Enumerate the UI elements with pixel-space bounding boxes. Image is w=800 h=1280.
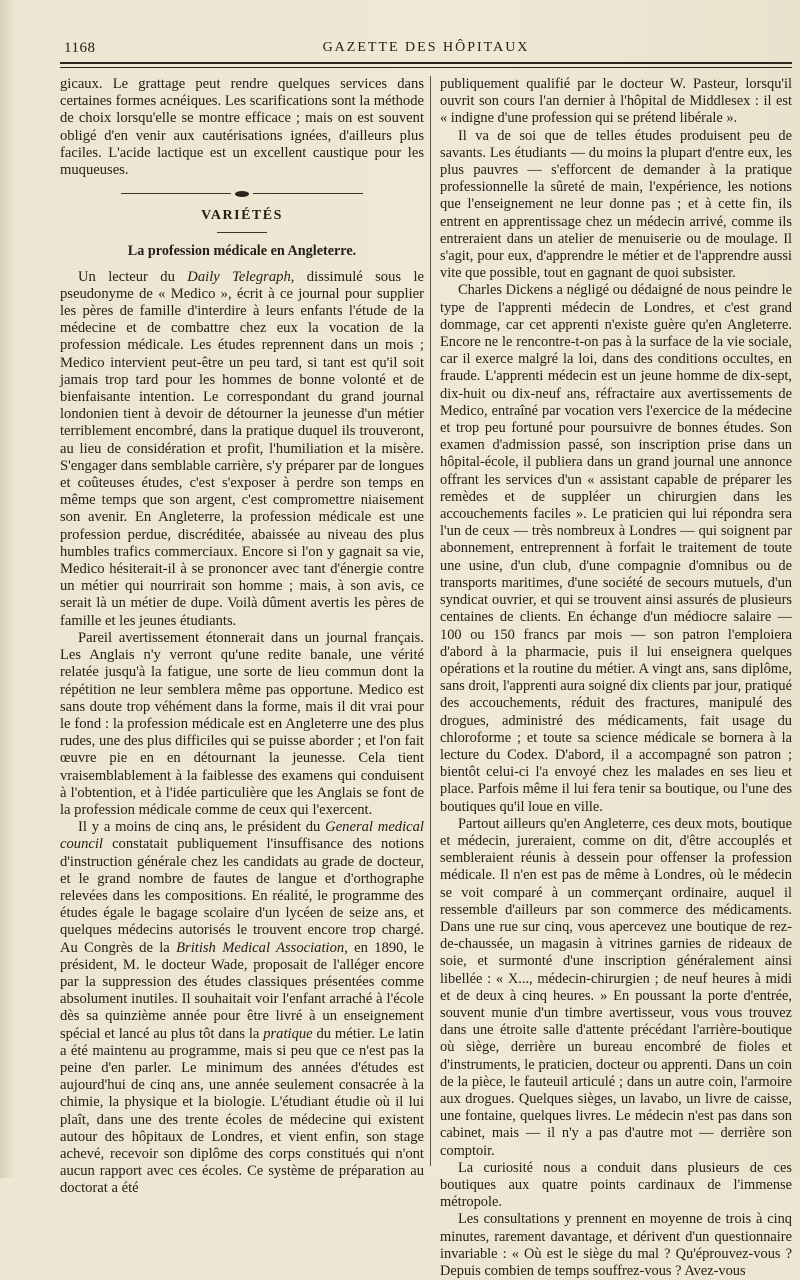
paragraph: La curiosité nous a conduit dans plusieurs de ces boutiques aux quatre points cardinaux de l'immense métropole. (440, 1159, 792, 1211)
text-run: Un lecteur du (78, 268, 188, 285)
text-run: du métier. Le latin a été maintenu au programme, mais si peu que ce n'est pas la peine d'en parler. Le minimum des années d'études est aujourd'hui de cinq ans, une année seulement consacrée à la chimie, la physique et la biologie. L'étudiant étudie où il lui plaît, dans une des trente écoles de médecine qui existent autour des hôpitaux de Londres, et vient enfin, son stage achevé, recevoir son diplôme des corps constitués qui n'ont aucun rapport avec ces écoles. Ce système de préparation au doctorat a été (60, 1025, 425, 1197)
section-ornament (60, 185, 424, 199)
paragraph (60, 269, 424, 630)
header-rule (60, 62, 792, 64)
paragraph: Charles Dickens a négligé ou dédaigné de nous peindre le type de l'apprenti médecin de Londres, et c'est grand dommage, car cet apprenti n'existe guère qu'en Angleterre. Encore ne le rencontre-t-on pas à la surface de la vie sociale, car il exerce malgré la loi, dans des conditions occultes, en fraude. L'apprenti médecin est un jeune homme de dix-sept, dix-huit ou dix-neuf ans, réfractaire aux avertissements de Medico, entraîné par vocation vers l'exercice de la médecine et trop peu fortuné pour poursuivre de bonnes études. Son examen d'admission passé, son inscription prise dans un hôpital-école, il publiera dans un grand journal une annonce offrant les services d'un « assistant capable de préparer les remèdes et de suppléer un chirurgien dans les accouchements faciles ». Le praticien qui lui répondra sera l'un de ceux — très nombreux à Londres — qui soignent par abonnement, entreprennent à forfait le traitement de toute une usine, d'un club, d'une compagnie d'omnibus ou de transports maritimes, d'une société de secours mutuels, d'un syndicat ouvrier, et qui se trouvent ainsi assurés de plusieurs centaines de clients. En échange d'un médiocre salaire — 100 ou 150 francs par mois — son patron l'emploiera d'abord à la pharmacie, puis il lui enseignera quelques opérations et la routine du métier. A vingt ans, sans diplôme, sans droit, l'apprenti aura soigné dix clients par jour, pratiqué des accouchements, réduit des fractures, manipulé des drogues, administré des médicaments, fait usage du chloroforme ; et toute sa science médicale se bornera à la lecture du Codex. D'abord, il a accompagné son patron ; bientôt celui-ci l'a envoyé chez les malades en ses lieu et place. Parfois même il lui fera tenir sa boutique, ou l'une des boutiques qu'il loue en ville. (440, 282, 792, 815)
right-column (440, 76, 792, 1280)
text-run: constatait publiquement l'insuffisance des notions d'instruction générale chez les candidats au grade de docteur, et le grand nombre de fautes de langue et d'orthographe relevées dans les compositions. En réalité, le programme des études égale le bagage scolaire d'un lycéen de seize ans, et quelques médecins autorisés le trouvent encore trop chargé. Au Congrès de la (60, 836, 424, 956)
ornament-line (253, 193, 363, 194)
paragraph: Pareil avertissement étonnerait dans un journal français. Les Anglais n'y verront qu'une redite banale, une vérité relatée jusqu'à la fatigue, une sorte de lieu commun dont la répétition ne leur semblera même pas opportune. Medico est sans doute trop véhément dans la forme, mais il dit vrai pour le fond : la profession médicale est en Angleterre une des plus rudes, une des plus difficiles qui se puisse aborder ; et l'on fait œuvre pie en en détournant la jeunesse. Cela tient vraisemblablement à la faiblesse des examens qui conduisent à l'obtention, et à l'idée particulière que les Anglais se font de la profession médicale comme de ceux qui l'exercent. (60, 629, 424, 818)
paragraph: Il va de soi que de telles études produisent peu de savants. Les étudiants — du moins la plupart d'entre eux, les plus pauvres — s'efforcent de demander à la pratique professionnelle la sûreté de main, l'expérience, les notions que l'enseignement ne leur donne pas ; et à cette fin, ils entrent en apprentissage chez un médecin arrivé, comme ils entreraient dans un atelier de menuiserie ou de moulage. Il s'agit, pour eux, d'apprendre le métier et de l'apprendre aussi vite que possible, tout en gagnant de quoi subsister. (440, 127, 792, 282)
page-header (60, 38, 792, 60)
text-run: Il y a moins de cinq ans, le président du (78, 819, 326, 836)
article-title: La profession médicale en Angleterre. (127, 243, 357, 260)
paragraph (60, 819, 424, 1197)
text-run: , en 1890, le président, M. le docteur Wade, proposait de l'alléger encore par la suppression des études classiques présentées comme absolument inutiles. Il souhaitait voir l'enfant arraché à l'école dès sa quinzième année pour être livré à un enseignement spécial et lancé au plus tôt dans la (60, 939, 424, 1042)
organization-name: General medical council (60, 819, 424, 853)
section-heading: VARIÉTÉS (201, 208, 283, 224)
publication-name: Daily Telegraph (187, 268, 291, 285)
header-rule-thin (60, 67, 792, 68)
emphasis: pratique (263, 1025, 313, 1042)
paragraph: gicaux. Le grattage peut rendre quelques services dans certaines formes acnéiques. Les scarifications sont la méthode de choix lorsqu'elle se montre efficace ; mais on est souvent obligé d'en venir aux cautérisations ignées, d'ailleurs plus faciles. L'acide lactique est un excellent caustique pour les muqueuses. (60, 76, 424, 179)
page-number: 1168 (64, 40, 96, 56)
paragraph: Partout ailleurs qu'en Angleterre, ces deux mots, boutique et médecin, jureraient, comme on dit, d'être accouplés et sembleraient réunis à dessein pour offenser la profession médicale. Il n'en est pas de même à Londres, où le médecin se voit comparé à un commerçant ordinaire, auquel il ressemble d'ailleurs par son commerce des médicaments. Dans une rue sur cinq, vous apercevez une boutique de rez-de-chaussée, un magasin à vitrines garnies de rideaux de soie, et surmonté d'une inscription généralement ainsi libellée : « X..., médecin-chirurgien ; de neuf heures à midi et de deux à cinq heures. » En poussant la porte d'entrée, souvent munie d'un timbre avertisseur, vous vous trouvez dans une étroite salle d'attente précédant l'arrière-boutique où siège, derrière un bureau encombré de fioles et d'instruments, le praticien, docteur ou apprenti. Dans un coin de la pièce, le fauteuil articulé ; dans un autre coin, l'armoire aux drogues. Quelques sièges, un lavabo, un livre de caisse, une fontaine, quelques livres. Le médecin n'est pas dans son cabinet, mais — il n'y a pas d'autre mot — derrière son comptoir. (440, 815, 792, 1159)
journal-title: GAZETTE DES HÔPITAUX (322, 40, 530, 55)
column-divider (430, 76, 431, 1166)
paragraph: Les consultations y prennent en moyenne de trois à cinq minutes, rarement davantage, et dérivent d'un questionnaire invariable : « Où est le siège du mal ? Qu'éprouvez-vous ? Depuis combien de temps souffrez-vous ? Avez-vous (440, 1211, 792, 1280)
paragraph: publiquement qualifié par le docteur W. Pasteur, lorsqu'il ouvrit son cours l'an dernier à l'hôpital de Middlesex : il est « indigne d'une profession qui se prétend libérale ». (440, 76, 792, 127)
ornament-diamond (235, 191, 249, 197)
organization-name: British Medical Association (176, 939, 345, 956)
ornament-line (121, 193, 231, 194)
short-rule (217, 232, 267, 233)
text-run: , dissimulé sous le pseudonyme de « Medico », écrit à ce journal pour supplier les pères de famille d'interdire à leurs enfants l'étude de la médecine et de combattre chez eux la vocation de la profession médicale. Les études reprennent dans un mois ; Medico intervient peut-être un peu tard, si tant est qu'il soit jamais trop tard pour les hommes de bonne volonté et de bienfaisante intention. Le correspondant du grand journal londonien tient à devoir de détourner la jeunesse d'un métier terriblement encombré, dans la pratique duquel ils trouveront, au lieu de considération et profit, l'humiliation et la misère. S'engager dans semblable carrière, s'y préparer par de longues et coûteuses études, c'est s'exposer à perdre son temps en même temps que son argent, c'est compromettre niaisement son avenir. En Angleterre, la profession médicale est une profession perdue, discréditée, abaissée au niveau des plus humbles trafics commerciaux. Encore si l'on y gagnait sa vie, Medico hésiterait-il à se prononcer avec tant d'énergie contre un métier qui nourrirait son homme ; mais, à son avis, ce serait là un métier de dupe. Voilà dûment avertis les pères de famille et les jeunes étudiants. (60, 268, 424, 629)
left-column (60, 76, 424, 1198)
